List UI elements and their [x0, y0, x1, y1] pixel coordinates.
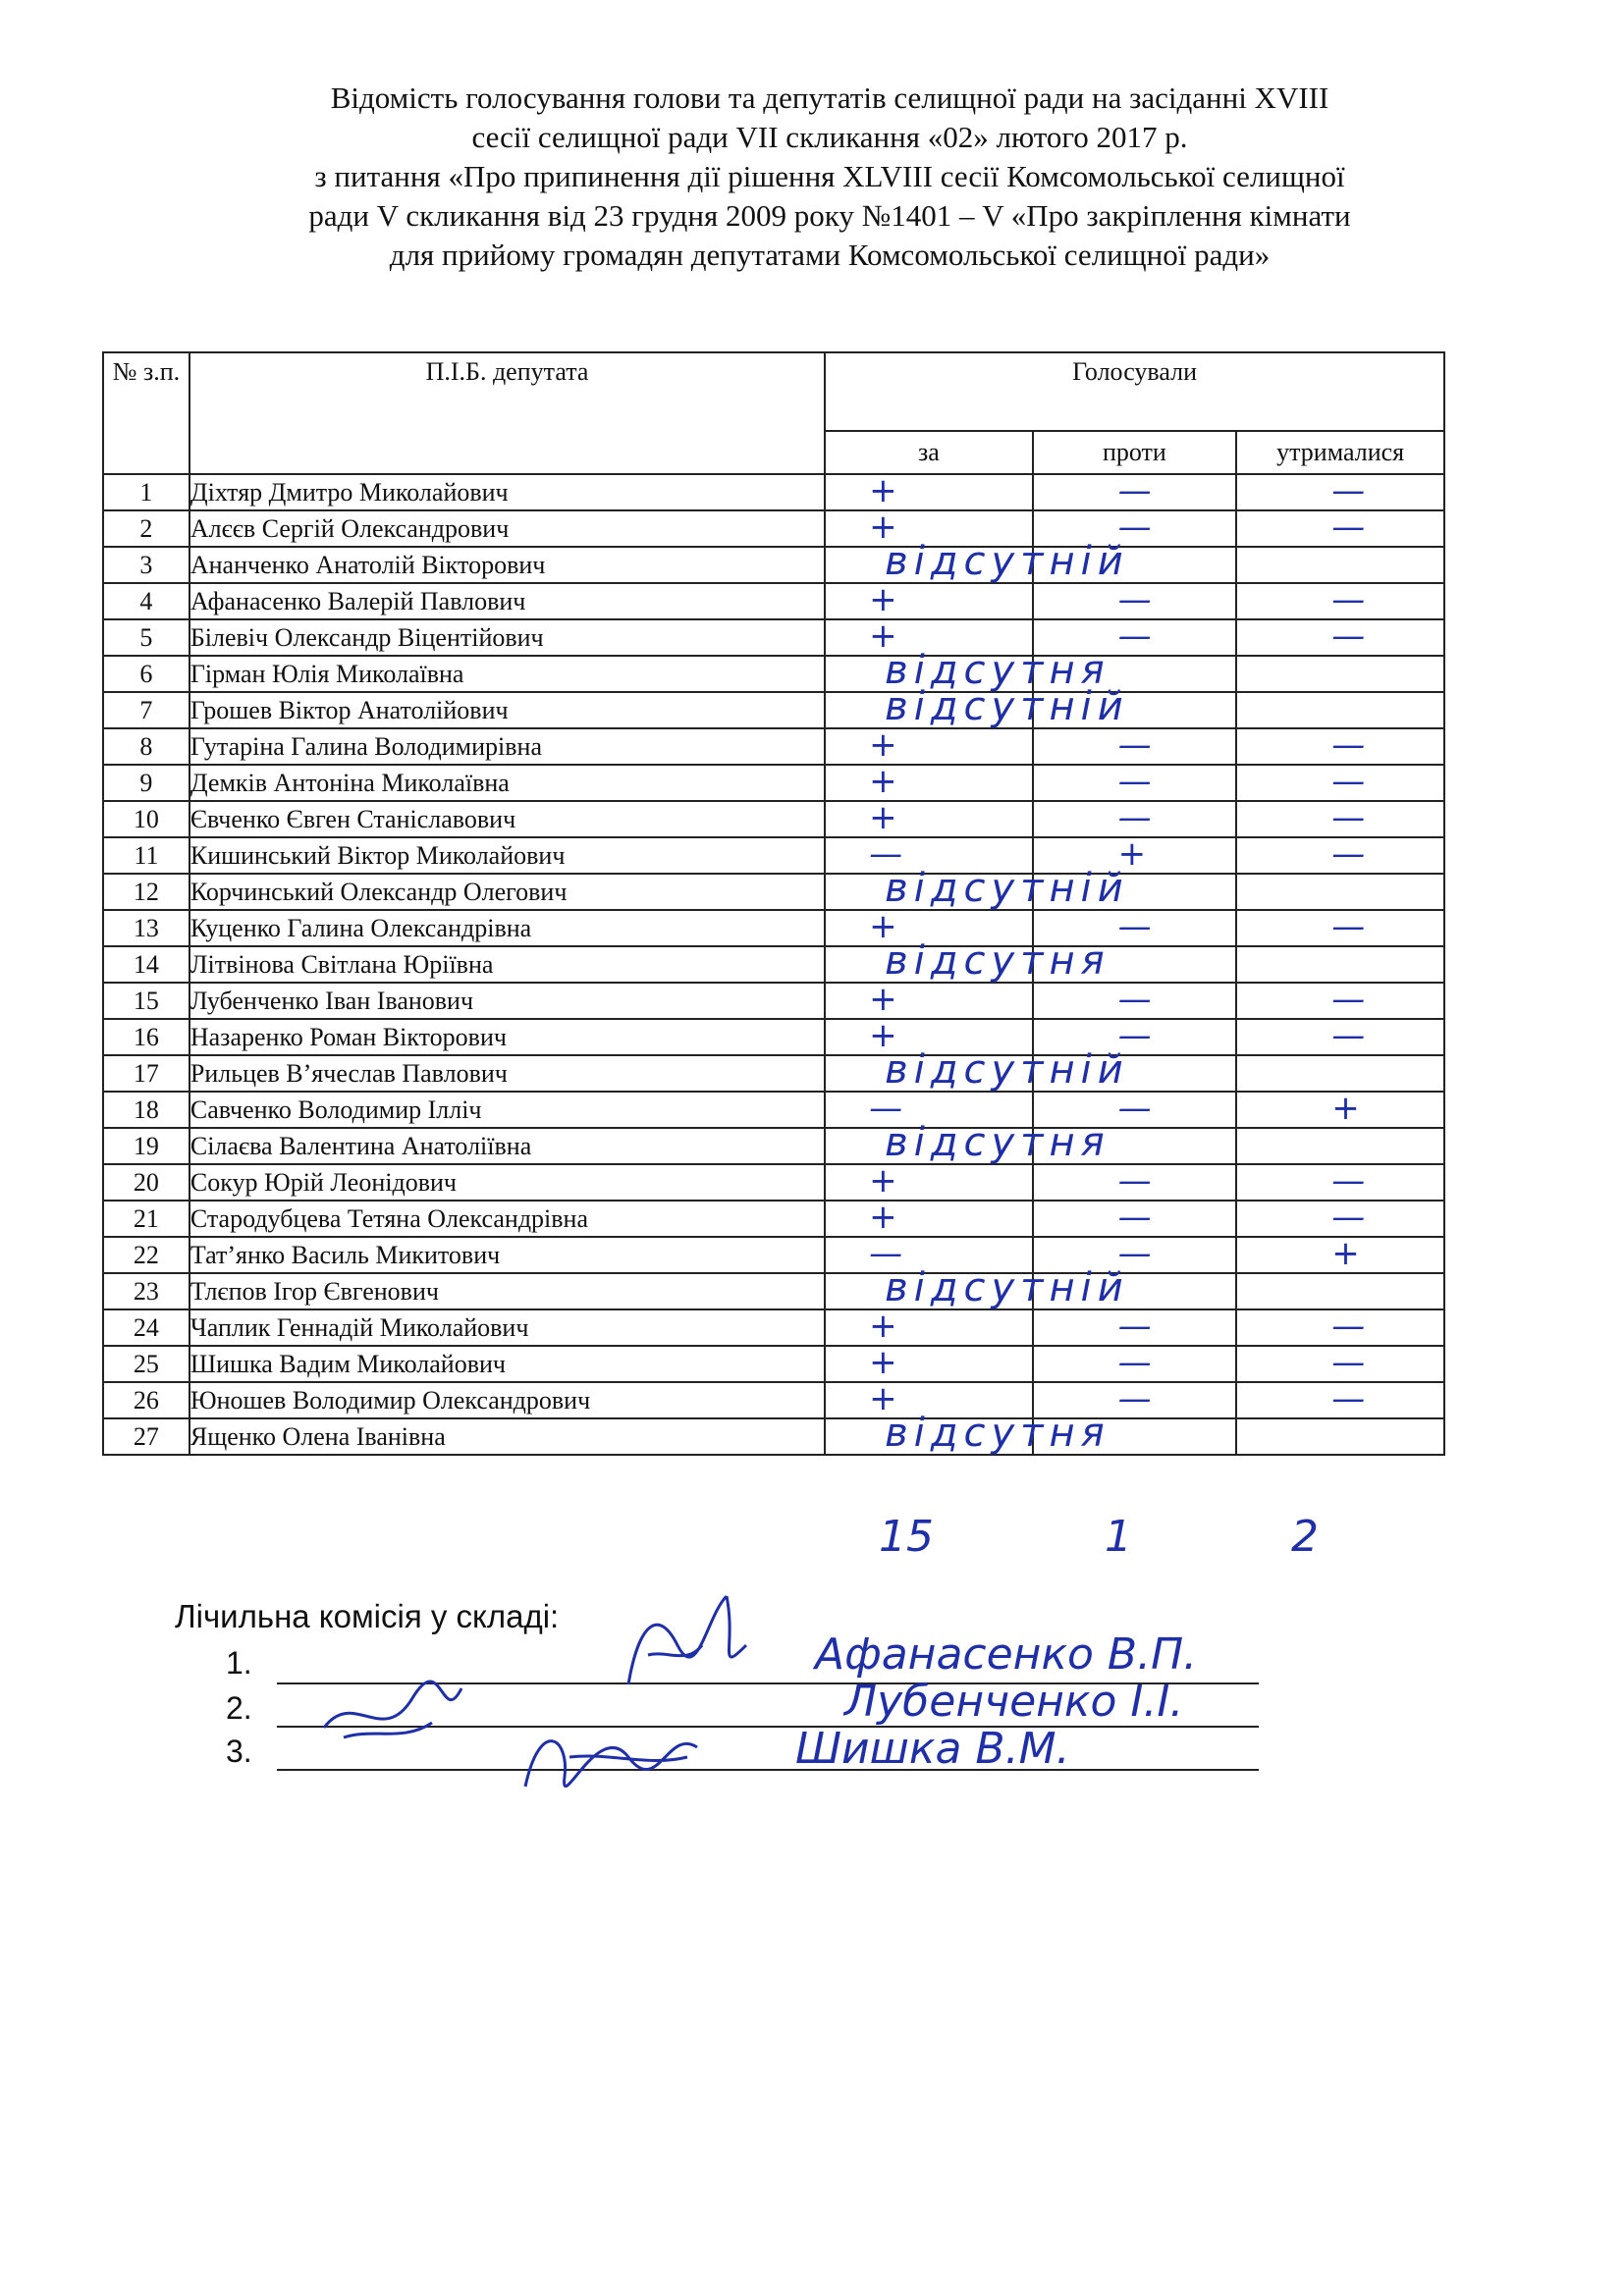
vote-utrymalysia: [1236, 1379, 1444, 1418]
vote-za: [825, 1265, 1129, 1310]
deputy-name: Гірман Юлія Миколаївна: [189, 656, 825, 692]
vote-za: [825, 1411, 1110, 1456]
vote-proty: [1033, 1055, 1237, 1092]
deputy-name: Демків Антоніна Миколаївна: [189, 765, 825, 801]
member-number: 1.: [226, 1645, 252, 1681]
table-row: [103, 619, 1444, 656]
row-number: 18: [103, 1092, 189, 1128]
vote-proty: [1033, 980, 1237, 1019]
signature-line-3: [277, 1769, 1259, 1771]
row-number: 4: [103, 583, 189, 619]
vote-mark: —: [1331, 798, 1366, 837]
row-number: 16: [103, 1019, 189, 1055]
row-number: 13: [103, 910, 189, 946]
vote-utrymalysia: [1236, 1161, 1444, 1201]
vote-utrymalysia: [1236, 616, 1444, 656]
table-row: [103, 983, 1444, 1019]
vote-mark: —: [1331, 507, 1366, 547]
vote-za: [825, 1309, 1032, 1346]
vote-mark: —: [1331, 980, 1366, 1019]
deputy-name: Лубенченко Іван Іванович: [189, 983, 825, 1019]
vote-mark: —: [1117, 1016, 1152, 1055]
table-row: [103, 1382, 1444, 1418]
deputy-name: Шишка Вадим Миколайович: [189, 1346, 825, 1382]
vote-za: [825, 1343, 1032, 1382]
vote-za: [825, 1198, 1032, 1237]
signature-name-1: Афанасенко В.П.: [815, 1629, 1198, 1680]
voting-table: [102, 351, 1445, 1456]
vote-utrymalysia: [1236, 1016, 1444, 1055]
vote-utrymalysia: [1236, 1343, 1444, 1382]
table-row: [103, 946, 1444, 983]
vote-mark: —: [1117, 580, 1152, 619]
deputy-name: Кишинський Віктор Миколайович: [189, 837, 825, 874]
deputy-name: Євченко Євген Станіславович: [189, 801, 825, 837]
vote-mark: +: [869, 980, 897, 1019]
commission-label: Лічильна комісія у складі:: [175, 1598, 560, 1634]
vote-mark: —: [1331, 1161, 1366, 1201]
vote-mark: —: [1117, 1161, 1152, 1201]
row-number: 19: [103, 1128, 189, 1164]
vote-za: [825, 980, 1032, 1019]
header-proty: проти: [1033, 431, 1237, 474]
deputy-name: Чаплик Геннадій Миколайович: [189, 1309, 825, 1346]
document-title: [147, 79, 1512, 275]
row-number: 21: [103, 1201, 189, 1237]
table-row: [103, 656, 1444, 692]
vote-utrymalysia: [1236, 507, 1444, 547]
table-row: [103, 1346, 1444, 1382]
table-row: [103, 1418, 1444, 1455]
row-number: 17: [103, 1055, 189, 1092]
table-row: [103, 837, 1444, 874]
vote-mark: +: [869, 725, 897, 765]
deputy-name: Гутаріна Галина Володимирівна: [189, 728, 825, 765]
vote-utrymalysia: [1236, 980, 1444, 1019]
row-number: 15: [103, 983, 189, 1019]
absent-note: відсутня: [885, 1120, 1110, 1165]
absent-note: відсутній: [885, 539, 1129, 584]
vote-proty: [1033, 1343, 1237, 1382]
vote-mark: —: [1117, 1089, 1152, 1128]
vote-utrymalysia: [1236, 1198, 1444, 1237]
deputy-name: Юношев Володимир Олександрович: [189, 1382, 825, 1418]
vote-proty: [1033, 1128, 1237, 1164]
vote-mark: —: [1331, 834, 1366, 874]
title-line-3: з питання «Про припинення дії рішення XLVIII сесії Комсомольської селищної: [314, 159, 1345, 193]
vote-utrymalysia: [1236, 798, 1444, 837]
vote-mark: +: [869, 471, 897, 510]
vote-za: [825, 938, 1110, 984]
signature-name-2: Лубенченко І.І.: [844, 1677, 1184, 1727]
row-number: 1: [103, 474, 189, 510]
vote-mark: —: [1331, 1307, 1366, 1346]
vote-utrymalysia: [1236, 1309, 1444, 1346]
header-voted: Голосували: [825, 352, 1444, 431]
title-line-1: Відомість голосування голови та депутатів селищної ради на засіданні XVIII: [330, 80, 1329, 115]
vote-proty: [1033, 1198, 1237, 1237]
vote-mark: —: [1331, 616, 1366, 656]
vote-proty: [1033, 946, 1237, 983]
vote-za: [825, 725, 1032, 765]
vote-mark: —: [1331, 725, 1366, 765]
row-number: 5: [103, 619, 189, 656]
deputy-name: Савченко Володимир Ілліч: [189, 1092, 825, 1128]
table-row: [103, 1309, 1444, 1346]
table-row: [103, 728, 1444, 765]
title-line-5: для прийому громадян депутатами Комсомольської селищної ради»: [389, 238, 1271, 272]
vote-mark: —: [1331, 580, 1366, 619]
vote-proty: [1033, 798, 1237, 837]
table-row: [103, 474, 1444, 510]
deputy-name: Алєєв Сергій Олександрович: [189, 510, 825, 547]
title-line-2: сесії селищної ради VII скликання «02» лютого 2017 р.: [471, 120, 1188, 154]
signature-scribble-2: [314, 1669, 471, 1757]
vote-mark: —: [1117, 1198, 1152, 1237]
deputy-name: Діхтяр Дмитро Миколайович: [189, 474, 825, 510]
deputy-name: Сокур Юрій Леонідович: [189, 1164, 825, 1201]
table-row: [103, 547, 1444, 583]
vote-proty: [1033, 1309, 1237, 1346]
vote-za: [825, 1120, 1110, 1165]
table-row: [103, 910, 1444, 946]
row-number: 10: [103, 801, 189, 837]
vote-za: [825, 866, 1129, 911]
vote-mark: —: [869, 834, 903, 874]
vote-mark: —: [1117, 507, 1152, 547]
vote-utrymalysia: [1236, 1128, 1444, 1164]
deputy-name: Куценко Галина Олександрівна: [189, 910, 825, 946]
table-row: [103, 1055, 1444, 1092]
vote-mark: —: [1331, 762, 1366, 801]
row-number: 9: [103, 765, 189, 801]
table-row: [103, 692, 1444, 728]
vote-za: [825, 1161, 1032, 1201]
vote-mark: +: [869, 762, 897, 801]
vote-mark: —: [1331, 471, 1366, 510]
vote-za: [825, 798, 1032, 837]
vote-mark: —: [869, 1089, 903, 1128]
vote-mark: +: [869, 1343, 897, 1382]
vote-utrymalysia: [1236, 946, 1444, 983]
header-utrymalysia: утрималися: [1236, 431, 1444, 474]
vote-mark: —: [1331, 1379, 1366, 1418]
table-row: [103, 1273, 1444, 1309]
vote-mark: —: [1117, 798, 1152, 837]
vote-utrymalysia: [1236, 762, 1444, 801]
deputy-name: Ященко Олена Іванівна: [189, 1418, 825, 1455]
table-row: [103, 1128, 1444, 1164]
vote-mark: —: [1117, 1343, 1152, 1382]
absent-note: відсутня: [885, 648, 1110, 693]
row-number: 6: [103, 656, 189, 692]
total-proty: 1: [1105, 1512, 1132, 1562]
vote-utrymalysia: [1236, 471, 1444, 510]
vote-proty: [1033, 1161, 1237, 1201]
vote-mark: —: [1117, 616, 1152, 656]
vote-mark: —: [1117, 1234, 1152, 1273]
vote-mark: +: [869, 616, 897, 656]
vote-za: [825, 684, 1129, 729]
vote-utrymalysia: [1236, 656, 1444, 692]
deputy-name: Білевіч Олександр Віцентійович: [189, 619, 825, 656]
deputy-name: Рильцев В’ячеслав Павлович: [189, 1055, 825, 1092]
vote-mark: +: [869, 1161, 897, 1201]
header-number: № з.п.: [103, 352, 189, 474]
vote-mark: —: [1331, 1343, 1366, 1382]
vote-proty: [1033, 1273, 1237, 1309]
row-number: 3: [103, 547, 189, 583]
vote-proty: [1033, 874, 1237, 910]
vote-za: [825, 471, 1032, 510]
deputy-name: Грошев Віктор Анатолійович: [189, 692, 825, 728]
vote-utrymalysia: [1236, 874, 1444, 910]
vote-mark: +: [869, 907, 897, 946]
row-number: 11: [103, 837, 189, 874]
row-number: 23: [103, 1273, 189, 1309]
deputy-name: Афанасенко Валерій Павлович: [189, 583, 825, 619]
total-utrymalysia: 2: [1291, 1512, 1319, 1562]
vote-za: [825, 1047, 1129, 1093]
vote-mark: +: [869, 1016, 897, 1055]
vote-utrymalysia: [1236, 1418, 1444, 1455]
commission-member-3: [226, 1734, 273, 1770]
vote-mark: +: [1331, 1234, 1360, 1273]
row-number: 14: [103, 946, 189, 983]
vote-proty: [1033, 692, 1237, 728]
vote-proty: [1033, 471, 1237, 510]
signature-scribble-3: [511, 1698, 717, 1806]
absent-note: відсутній: [885, 866, 1129, 911]
deputy-name: Корчинський Олександр Олегович: [189, 874, 825, 910]
vote-za: [825, 580, 1032, 619]
deputy-name: Тат’янко Василь Микитович: [189, 1237, 825, 1273]
row-number: 2: [103, 510, 189, 547]
vote-mark: —: [1117, 725, 1152, 765]
vote-mark: +: [869, 580, 897, 619]
absent-note: відсутній: [885, 1047, 1129, 1093]
vote-mark: —: [1117, 907, 1152, 946]
header-za: за: [825, 431, 1032, 474]
table-row: [103, 1019, 1444, 1055]
vote-mark: +: [869, 1198, 897, 1237]
deputy-name: Сілаєва Валентина Анатоліївна: [189, 1128, 825, 1164]
vote-mark: —: [1117, 980, 1152, 1019]
deputy-name: Назаренко Роман Вікторович: [189, 1019, 825, 1055]
row-number: 22: [103, 1237, 189, 1273]
table-row: [103, 1201, 1444, 1237]
vote-mark: —: [1117, 1379, 1152, 1418]
vote-mark: —: [1117, 471, 1152, 510]
vote-utrymalysia: [1236, 1055, 1444, 1092]
absent-note: відсутня: [885, 938, 1110, 984]
vote-mark: —: [1331, 907, 1366, 946]
vote-utrymalysia: [1236, 1234, 1444, 1273]
row-number: 8: [103, 728, 189, 765]
row-number: 26: [103, 1382, 189, 1418]
vote-proty: [1033, 762, 1237, 801]
vote-mark: +: [869, 798, 897, 837]
vote-mark: +: [1117, 834, 1147, 874]
vote-mark: +: [869, 1307, 897, 1346]
vote-mark: —: [869, 1234, 903, 1273]
vote-mark: +: [1331, 1089, 1360, 1128]
total-za: 15: [879, 1512, 934, 1562]
vote-utrymalysia: [1236, 834, 1444, 874]
table-row: [103, 510, 1444, 547]
vote-proty: [1033, 1418, 1237, 1455]
row-number: 20: [103, 1164, 189, 1201]
signature-scribble-1: [609, 1586, 805, 1704]
vote-mark: —: [1117, 1307, 1152, 1346]
vote-mark: +: [869, 507, 897, 547]
row-number: 7: [103, 692, 189, 728]
vote-utrymalysia: [1236, 547, 1444, 583]
member-number: 3.: [226, 1734, 252, 1769]
vote-utrymalysia: [1236, 725, 1444, 765]
row-number: 24: [103, 1309, 189, 1346]
vote-mark: —: [1331, 1016, 1366, 1055]
vote-proty: [1033, 580, 1237, 619]
deputy-name: Стародубцева Тетяна Олександрівна: [189, 1201, 825, 1237]
commission-member-1: [226, 1645, 273, 1682]
header-name: П.І.Б. депутата: [189, 352, 825, 474]
row-number: 27: [103, 1418, 189, 1455]
deputy-name: Ананченко Анатолій Вікторович: [189, 547, 825, 583]
vote-proty: [1033, 725, 1237, 765]
absent-note: відсутній: [885, 684, 1129, 729]
row-number: 12: [103, 874, 189, 910]
table-row: [103, 801, 1444, 837]
vote-za: [825, 539, 1129, 584]
vote-proty: [1033, 547, 1237, 583]
table-row: [103, 874, 1444, 910]
title-line-4: ради V скликання від 23 грудня 2009 року №1401 – V «Про закріплення кімнати: [308, 198, 1351, 233]
vote-mark: —: [1117, 762, 1152, 801]
vote-mark: +: [869, 1379, 897, 1418]
commission-member-2: [226, 1690, 273, 1727]
table-row: [103, 1237, 1444, 1273]
vote-za: [825, 762, 1032, 801]
absent-note: відсутня: [885, 1411, 1110, 1456]
vote-mark: —: [1331, 1198, 1366, 1237]
vote-utrymalysia: [1236, 1273, 1444, 1309]
signature-name-3: Шишка В.М.: [795, 1724, 1070, 1774]
deputy-name: Тлєпов Ігор Євгенович: [189, 1273, 825, 1309]
vote-utrymalysia: [1236, 580, 1444, 619]
absent-note: відсутній: [885, 1265, 1129, 1310]
table-row: [103, 1092, 1444, 1128]
table-row: [103, 583, 1444, 619]
vote-utrymalysia: [1236, 1089, 1444, 1128]
table-row: [103, 1164, 1444, 1201]
row-number: 25: [103, 1346, 189, 1382]
member-number: 2.: [226, 1690, 252, 1726]
vote-utrymalysia: [1236, 692, 1444, 728]
table-row: [103, 765, 1444, 801]
vote-utrymalysia: [1236, 907, 1444, 946]
deputy-name: Літвінова Світлана Юріївна: [189, 946, 825, 983]
